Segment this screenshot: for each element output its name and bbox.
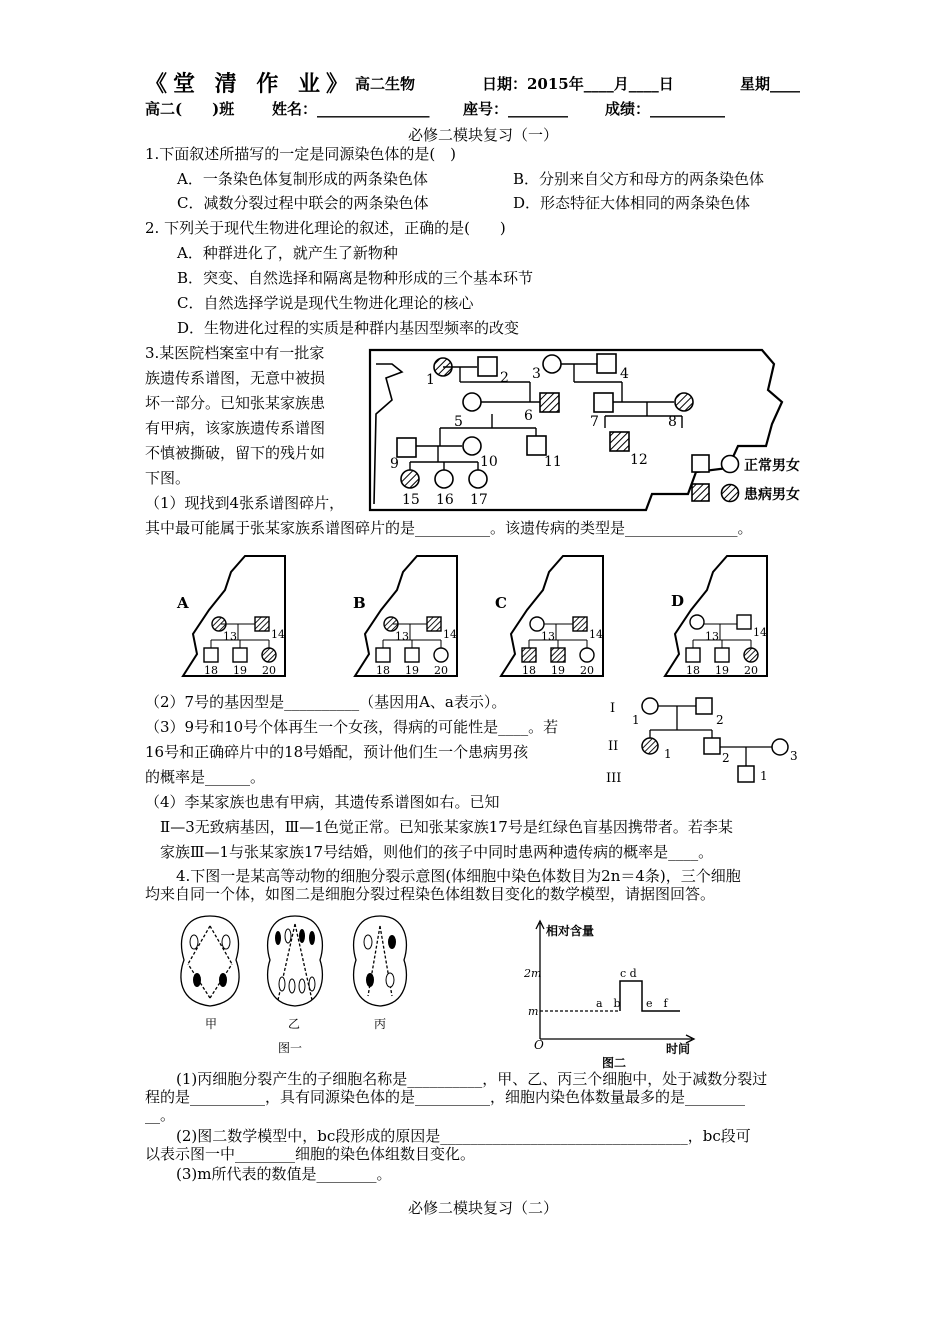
frag-c-19: 19 xyxy=(551,664,565,677)
q3-part4-b: Ⅱ—3无致病基因，Ⅲ—1色觉正常。已知张某家族17号是红绿色盲基因携带者。若李某 xyxy=(160,818,733,836)
q3-part4-c: 家族Ⅲ—1与张某家族17号结婚，则他们的孩子中同时患两种遗传病的概率是____。 xyxy=(160,843,714,861)
li-pedigree-figure xyxy=(604,690,804,790)
label-17: 17 xyxy=(470,492,488,508)
figure-2-caption: 图二 xyxy=(602,1056,627,1070)
fragment-c xyxy=(495,556,603,677)
label-4: 4 xyxy=(620,366,629,382)
q4-stem-1: 4.下图一是某高等动物的细胞分裂示意图(体细胞中染色体数目为2n＝4条)，三个细胞 xyxy=(176,867,741,885)
subject: 高二生物 xyxy=(355,75,416,93)
individual-11 xyxy=(527,436,546,455)
q4-sub2-b: 以表示图一中________细胞的染色体组数目变化。 xyxy=(145,1145,476,1163)
frag-d-14: 14 xyxy=(753,626,767,639)
individual-8 xyxy=(675,393,693,411)
frag-d-19: 19 xyxy=(715,664,729,677)
li-ii2 xyxy=(704,738,720,754)
q3-part3-a: （3）9号和10号个体再生一个女孩，得病的可能性是____。若 xyxy=(145,718,559,736)
page-title: 《堂 清 作 业》 xyxy=(145,71,354,97)
legend-normal-female-icon xyxy=(722,456,739,473)
cell-label-jia: 甲 xyxy=(205,1017,218,1031)
cell-label-bing: 丙 xyxy=(374,1017,387,1031)
frag-d-18: 18 xyxy=(686,664,700,677)
frag-b-13: 13 xyxy=(395,630,409,643)
cell-division-figure xyxy=(170,912,420,1060)
label-11: 11 xyxy=(544,454,562,470)
li-iii1 xyxy=(738,766,754,782)
li-num-i1: 1 xyxy=(632,713,640,727)
date-field: 日期：2015年____月____日 xyxy=(482,75,674,93)
class-field: 高二( )班 xyxy=(145,100,235,118)
frag-a-19: 19 xyxy=(233,664,247,677)
individual-15 xyxy=(401,470,419,488)
fragment-a xyxy=(176,556,285,677)
individual-4 xyxy=(597,354,616,373)
label-12: 12 xyxy=(630,452,648,468)
li-ii3 xyxy=(772,739,788,755)
chromosome-set-chart xyxy=(520,915,700,1070)
q3-part1-a: （1）现找到4张系谱图碎片， xyxy=(145,494,345,512)
frag-c-13: 13 xyxy=(541,630,555,643)
q4-sub1-b: 程的是__________，具有同源染色体的是__________，细胞内染色体数量最多的是________ xyxy=(145,1088,746,1106)
q2-stem: 2. 下列关于现代生物进化理论的叙述，正确的是( ) xyxy=(145,219,506,237)
legend-ill-female-icon xyxy=(722,485,739,502)
cell-bing xyxy=(354,916,407,1006)
individual-2 xyxy=(478,357,497,376)
frag-b-20: 20 xyxy=(434,664,448,677)
pedigree-fragments-figure xyxy=(175,550,785,682)
frag-c-18: 18 xyxy=(522,664,536,677)
label-1: 1 xyxy=(426,372,435,388)
label-8: 8 xyxy=(668,414,677,430)
label-10: 10 xyxy=(480,454,498,470)
q3-intro-6: 下图。 xyxy=(145,469,191,487)
individual-9 xyxy=(397,438,416,457)
frag-a-18: 18 xyxy=(204,664,218,677)
section-title-1: 必修二模块复习（一） xyxy=(408,126,559,144)
label-3: 3 xyxy=(532,366,541,382)
frag-b-19: 19 xyxy=(405,664,419,677)
q4-sub3: (3)m所代表的数值是________。 xyxy=(176,1165,392,1183)
frag-a-20: 20 xyxy=(262,664,276,677)
q4-stem-2: 均来自同一个体，如图二是细胞分裂过程染色体组数目变化的数学模型，请据图回答。 xyxy=(145,885,716,903)
fragment-c-letter: C xyxy=(495,594,507,612)
label-15: 15 xyxy=(402,492,420,508)
li-num-iii1: 1 xyxy=(760,769,768,783)
li-num-ii2: 2 xyxy=(722,751,730,765)
tick-m: m xyxy=(528,1005,539,1018)
individual-1 xyxy=(434,358,452,376)
individual-7 xyxy=(594,393,613,412)
frag-b-14: 14 xyxy=(443,628,457,641)
q3-intro-4: 有甲病，该家族遗传系谱图 xyxy=(145,419,326,437)
fragment-a-letter: A xyxy=(177,594,189,612)
legend-ill-male-icon xyxy=(692,484,709,501)
fragment-d xyxy=(665,556,767,677)
q1-option-c: C．减数分裂过程中联会的两条染色体 xyxy=(177,194,429,212)
li-ii1 xyxy=(642,738,658,754)
label-9: 9 xyxy=(390,456,399,472)
origin-label: O xyxy=(534,1038,544,1052)
frag-d-13: 13 xyxy=(705,630,719,643)
label-16: 16 xyxy=(436,492,454,508)
q3-part3-b: 16号和正确碎片中的18号婚配，预计他们生一个患病男孩 xyxy=(145,743,529,761)
label-7: 7 xyxy=(590,414,599,430)
q3-intro-1: 3.某医院档案室中有一批家 xyxy=(145,344,325,362)
individual-3 xyxy=(543,355,561,373)
li-num-i2: 2 xyxy=(716,713,724,727)
y-axis-label: 相对含量 xyxy=(546,924,595,938)
q3-part4-a: （4）李某家族也患有甲病，其遗传系谱图如右。已知 xyxy=(145,793,500,811)
frag-c-14: 14 xyxy=(589,628,603,641)
li-num-ii3: 3 xyxy=(790,749,798,763)
q3-intro-3: 坏一部分。已知张某家族患 xyxy=(145,394,326,412)
segment-ab-label: a b xyxy=(596,997,621,1010)
q3-part3-c: 的概率是______。 xyxy=(145,768,266,786)
q2-option-c: C．自然选择学说是现代生物进化理论的核心 xyxy=(177,294,474,312)
li-i2 xyxy=(696,698,712,714)
q3-intro-2: 族遗传系谱图，无意中被损 xyxy=(145,369,326,387)
cell-label-yi: 乙 xyxy=(288,1017,301,1031)
name-field: 姓名：_______________ xyxy=(272,100,430,118)
fragment-b xyxy=(353,556,457,677)
fragment-d-letter: D xyxy=(671,592,685,610)
segment-cd-label: c d xyxy=(620,967,637,980)
individual-12 xyxy=(610,432,629,451)
gen-i-label: I xyxy=(610,701,616,716)
segment-ef-label: e f xyxy=(646,997,668,1010)
individual-17 xyxy=(469,470,487,488)
q1-option-d: D．形态特征大体相同的两条染色体 xyxy=(513,194,751,212)
individual-5 xyxy=(463,393,481,411)
weekday-field: 星期____ xyxy=(740,75,801,93)
li-num-ii1: 1 xyxy=(664,747,672,761)
individual-6 xyxy=(540,393,559,412)
fragment-b-letter: B xyxy=(353,594,366,612)
seat-field: 座号：________ xyxy=(463,100,569,118)
q1-stem: 1.下面叙述所描写的一定是同源染色体的是( ) xyxy=(145,145,457,163)
q2-option-a: A．种群进化了，就产生了新物种 xyxy=(177,244,398,262)
legend-normal-label: 正常男女 xyxy=(744,458,800,474)
q4-sub2-a: (2)图二数学模型中，bc段形成的原因是_________________________________，bc段可 xyxy=(176,1127,751,1145)
zhang-pedigree-figure xyxy=(362,344,810,516)
tick-2m: 2m xyxy=(524,967,542,980)
gen-ii-label: II xyxy=(608,739,619,754)
x-axis-label: 时间 xyxy=(666,1042,691,1056)
cell-yi xyxy=(268,916,323,1006)
legend-ill-label: 患病男女 xyxy=(744,487,800,503)
frag-a-14: 14 xyxy=(271,628,285,641)
label-5: 5 xyxy=(454,414,463,430)
individual-16 xyxy=(435,470,453,488)
q3-part1-b: 其中最可能属于张某家族系谱图碎片的是__________。该遗传病的类型是_______________。 xyxy=(145,519,753,537)
frag-b-18: 18 xyxy=(376,664,390,677)
q3-part2: （2）7号的基因型是__________（基因用A、a表示）。 xyxy=(145,693,507,711)
q4-sub1-c: __。 xyxy=(145,1106,176,1124)
q1-option-a: A．一条染色体复制形成的两条染色体 xyxy=(177,170,428,188)
frag-c-20: 20 xyxy=(580,664,594,677)
score-field: 成绩：__________ xyxy=(605,100,726,118)
gen-iii-label: III xyxy=(606,771,622,786)
label-6: 6 xyxy=(524,408,533,424)
legend-normal-male-icon xyxy=(692,455,709,472)
figure-1-caption: 图一 xyxy=(278,1041,303,1055)
q2-option-b: B．突变、自然选择和隔离是物种形成的三个基本环节 xyxy=(177,269,534,287)
frag-d-20: 20 xyxy=(744,664,758,677)
individual-10 xyxy=(463,437,481,455)
q3-intro-5: 不慎被撕破，留下的残片如 xyxy=(145,444,326,462)
label-2: 2 xyxy=(500,370,509,386)
li-i1 xyxy=(642,698,658,714)
section-title-2: 必修二模块复习（二） xyxy=(408,1199,559,1217)
q2-option-d: D．生物进化过程的实质是种群内基因型频率的改变 xyxy=(177,319,520,337)
frag-a-13: 13 xyxy=(223,630,237,643)
q4-sub1-a: (1)丙细胞分裂产生的子细胞名称是__________，甲、乙、丙三个细胞中，处于减数分裂过 xyxy=(176,1070,768,1088)
q1-option-b: B．分别来自父方和母方的两条染色体 xyxy=(513,170,765,188)
